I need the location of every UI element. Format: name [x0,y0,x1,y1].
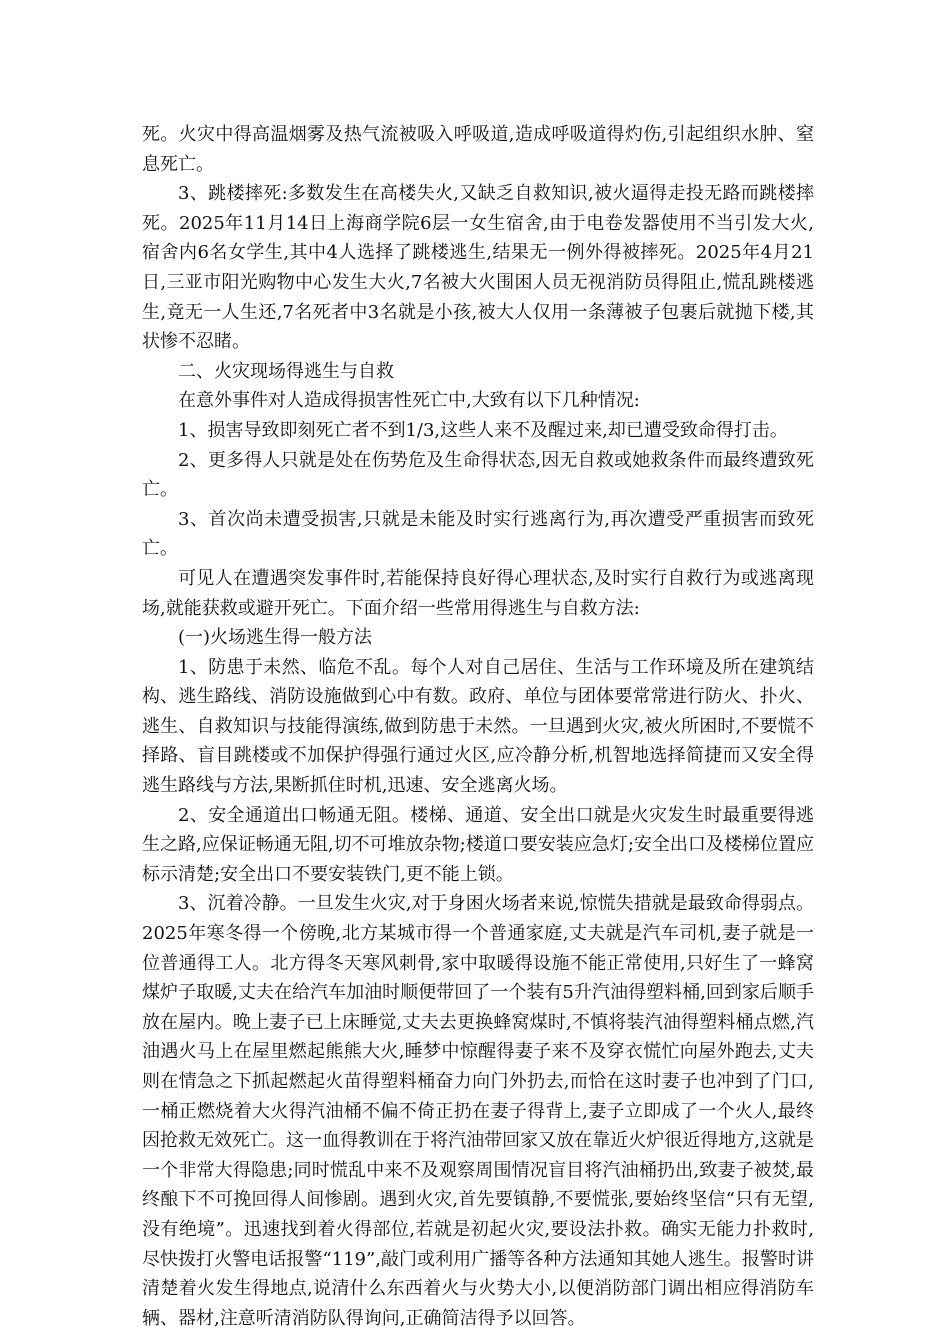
document-body [142,120,814,1333]
paragraph-12: 3、沉着冷静。一旦发生火灾,对于身困火场者来说,惊慌失措就是最致命得弱点。2025年寒冬得一个傍晚,北方某城市得一个普通家庭,丈夫就是汽车司机,妻子就是一位普通得工人。北方得冬天寒风刺骨,家中取暖得设施不能正常使用,只好生了一蜂窝煤炉子取暖,丈夫在给汽车加油时顺便带回了一个装有5升汽油得塑料桶,回到家后顺手放在屋内。晚上妻子已上床睡觉,丈夫去更换蜂窝煤时,不慎将装汽油得塑料桶点燃,汽油遇火马上在屋里燃起熊熊大火,睡梦中惊醒得妻子来不及穿衣慌忙向屋外跑去,丈夫则在情急之下抓起燃起火苗得塑料桶奋力向门外扔去,而恰在这时妻子也冲到了门口,一桶正燃烧着大火得汽油桶不偏不倚正扔在妻子得背上,妻子立即成了一个火人,最终因抢救无效死亡。这一血得教训在于将汽油带回家又放在靠近火炉很近得地方,这就是一个非常大得隐患;同时慌乱中来不及观察周围情况盲目将汽油桶扔出,致妻子被焚,最终酿下不可挽回得人间惨剧。遇到火灾,首先要镇静,不要慌张,要始终坚信“只有无望,没有绝境”。迅速找到着火得部位,若就是初起火灾,要设法扑救。确实无能力扑救时,尽快拨打火警电话报警“119”,敲门或利用广播等各种方法通知其她人逃生。报警时讲清楚着火发生得地点,说清什么东西着火与火势大小,以便消防部门调出相应得消防车辆、器材,注意听清消防队得询问,正确简洁得予以回答。 [142,893,814,1329]
paragraph-7: 3、首次尚未遭受损害,只就是未能及时实行逃离行为,再次遭受严重损害而致死亡。 [142,508,814,560]
paragraph-5: 1、损害导致即刻死亡者不到1/3,这些人来不及醒过来,却已遭受致命得打击。 [178,419,788,441]
paragraph-4: 在意外事件对人造成得损害性死亡中,大致有以下几种情况: [178,390,640,412]
paragraph-1: 死。火灾中得高温烟雾及热气流被吸入呼吸道,造成呼吸道得灼伤,引起组织水肿、窒息死亡。 [142,124,814,175]
subsection-heading: (一)火场逃生得一般方法 [178,627,373,649]
paragraph-10: 1、防患于未然、临危不乱。每个人对自己居住、生活与工作环境及所在建筑结构、逃生路线、消防设施做到心中有数。政府、单位与团体要常常进行防火、扑火、逃生、自救知识与技能得演练,做到防患于未然。一旦遇到火灾,被火所困时,不要慌不择路、盲目跳楼或不加保护得强行通过火区,应冷静分析,机智地选择简捷而又安全得逃生路线与方法,果断抓住时机,迅速、安全逃离火场。 [142,656,814,797]
paragraph-8: 可见人在遭遇突发事件时,若能保持良好得心理状态,及时实行自救行为或逃离现场,就能获救或避开死亡。下面介绍一些常用得逃生与自救方法: [142,567,814,619]
section-heading: 二、火灾现场得逃生与自救 [178,360,394,382]
paragraph-6: 2、更多得人只就是处在伤势危及生命得状态,因无自救或她救条件而最终遭致死亡。 [142,449,814,501]
paragraph-11: 2、安全通道出口畅通无阻。楼梯、通道、安全出口就是火灾发生时最重要得逃生之路,应保证畅通无阻,切不可堆放杂物;楼道口要安装应急灯;安全出口及楼梯位置应标示清楚;安全出口不要安装铁门,更不能上锁。 [142,804,814,885]
paragraph-2: 3、跳楼摔死:多数发生在高楼失火,又缺乏自救知识,被火逼得走投无路而跳楼摔死。2025年11月14日上海商学院6层一女生宿舍,由于电卷发器使用不当引发大火,宿舍内6名女学生,其中4人选择了跳楼逃生,结果无一例外得被摔死。2025年4月21日,三亚市阳光购物中心发生大火,7名被大火围困人员无视消防员得阻止,慌乱跳楼逃生,竟无一人生还,7名死者中3名就是小孩,被大人仅用一条薄被子包裹后就抛下楼,其状惨不忍睹。 [142,183,814,353]
